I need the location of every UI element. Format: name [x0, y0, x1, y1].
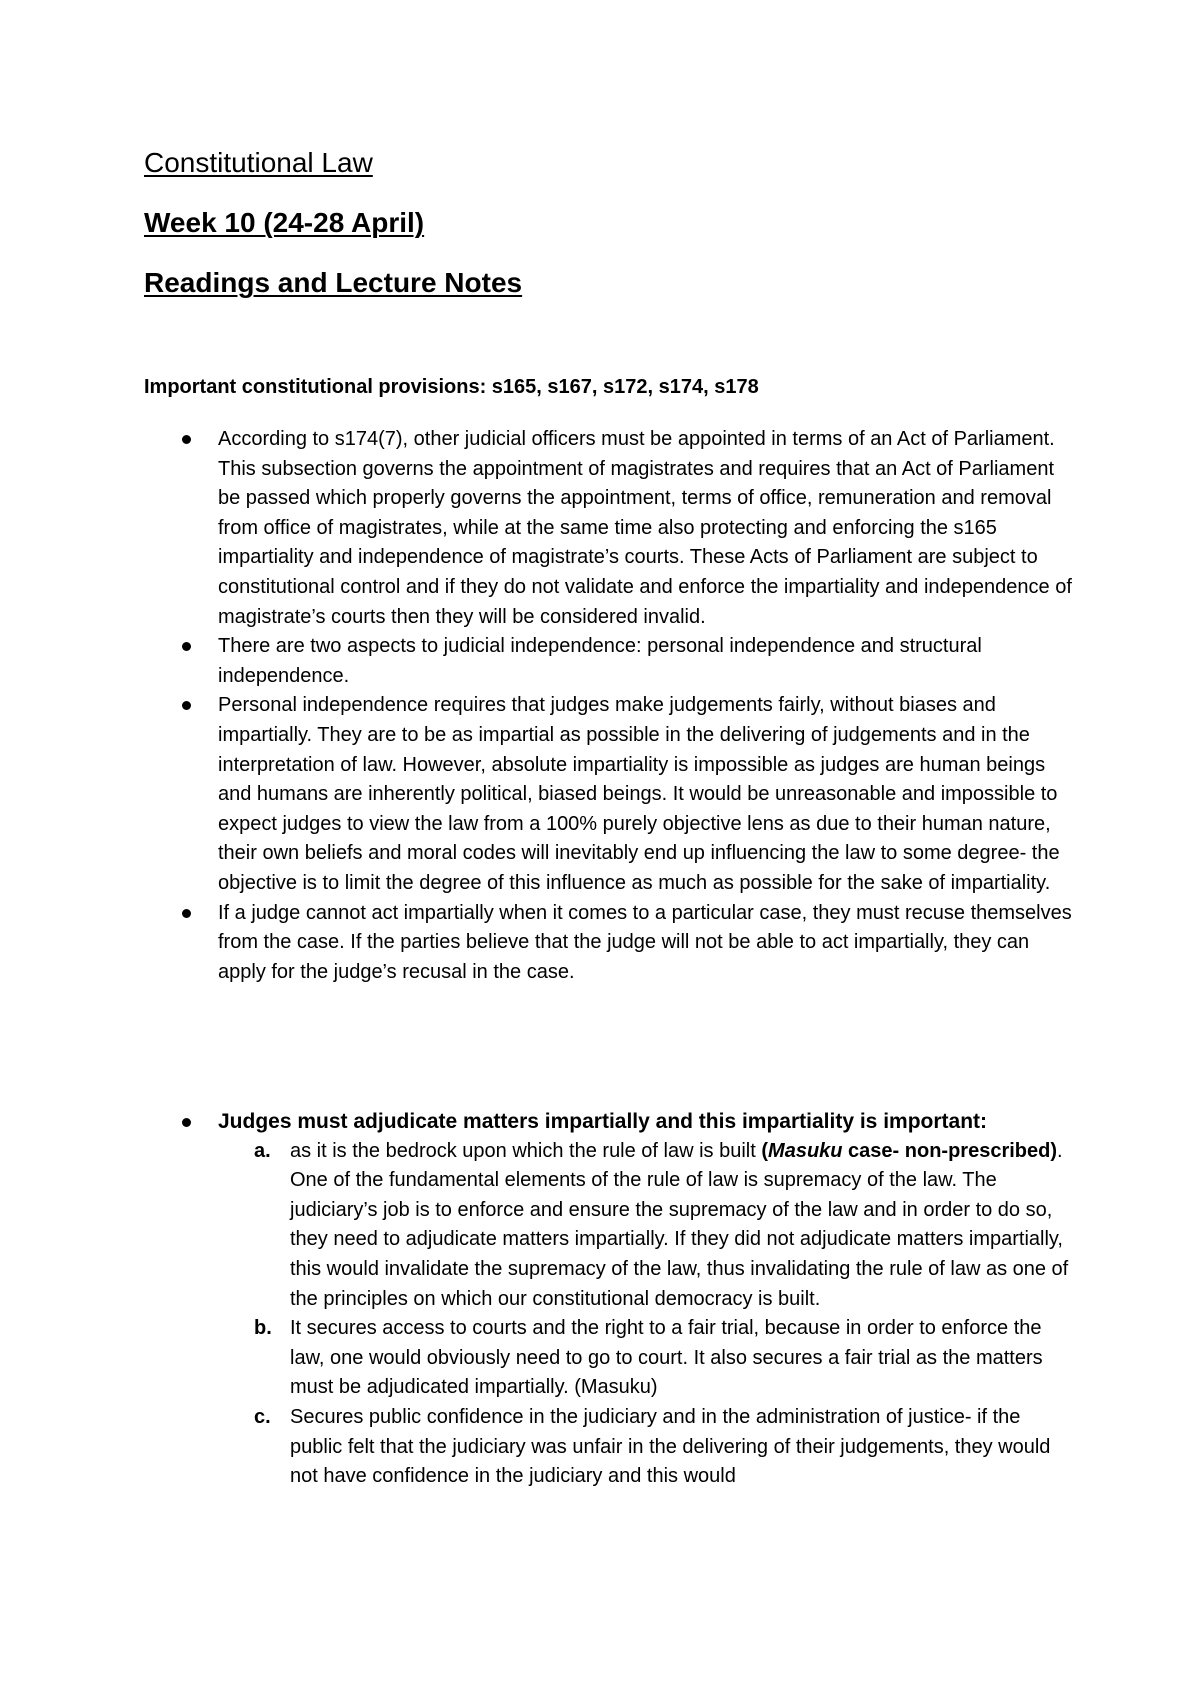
bullet-icon [182, 435, 191, 444]
impartiality-heading: Judges must adjudicate matters impartially and this impartiality is important: [218, 1110, 988, 1133]
bullet-text: There are two aspects to judicial independence: personal independence and structural independence. [218, 635, 982, 687]
impartiality-item-b [144, 1314, 1074, 1403]
bullet-text: Personal independence requires that judges make judgements fairly, without biases and impartially. They are to be as impartial as possible in the delivering of judgements and in the interpretation of law. However, absolute impartiality is impossible as judges are human beings and humans are inherently political, biased beings. It would be unreasonable and impossible to expect judges to view the law from a 100% purely objective lens as due to their human nature, their own beliefs and moral codes will inevitably end up influencing the law to some degree- the objective is to limit the degree of this influence as much as possible for the sake of impartiality. [218, 694, 1060, 894]
subtitle-heading: Readings and Lecture Notes [144, 267, 523, 298]
impartiality-list [144, 1137, 1074, 1492]
document-title: Constitutional Law [144, 147, 373, 178]
list-marker: c. [254, 1405, 271, 1428]
impartiality-item-a [144, 1137, 1074, 1315]
bullet-icon [182, 1118, 191, 1127]
bullet-item [144, 899, 1074, 988]
item-text: as it is the bedrock upon which the rule of law is built [290, 1139, 762, 1162]
bullet-list [144, 425, 1074, 987]
impartiality-item-c [144, 1403, 1074, 1492]
bullet-item [144, 691, 1074, 898]
item-text: . One of the fundamental elements of the rule of law is supremacy of the law. The judiciary’s job is to enforce and ensure the supremacy of the law and in order to do so, they need to adjudicate matters impartially. If they did not adjudicate matters impartially, this would invalidate the supremacy of the law, thus invalidating the rule of law as one of the principles on which our constitutional democracy is built. [290, 1139, 1069, 1310]
citation-open: ( [761, 1139, 769, 1162]
bullet-item [144, 632, 1074, 691]
impartiality-section [144, 1107, 1074, 1492]
bullet-text: According to s174(7), other judicial officers must be appointed in terms of an Act of Parliament. This subsection governs the appointment of magistrates and requires that an Act of Parliament be passed which properly governs the appointment, terms of office, remuneration and removal from office of magistrates, while at the same time also protecting and enforcing the s165 impartiality and independence of magistrate’s courts. These Acts of Parliament are subject to constitutional control and if they do not validate and enforce the impartiality and independence of magistrate’s courts then they will be considered invalid. [218, 428, 1072, 628]
case-name: Masuku [768, 1139, 843, 1162]
bullet-icon [182, 909, 191, 918]
citation-note: case- non-prescribed) [842, 1139, 1058, 1162]
list-marker: b. [254, 1317, 272, 1340]
item-text: It secures access to courts and the right to a fair trial, because in order to enforce the law, one would obviously need to go to court. It also secures a fair trial as the matters must be adjudicated impartially. (Masuku) [290, 1317, 1043, 1399]
bullet-icon [182, 701, 191, 710]
list-marker: a. [254, 1139, 271, 1162]
bullet-icon [182, 642, 191, 651]
item-text: Secures public confidence in the judiciary and in the administration of justice- if the public felt that the judiciary was unfair in the delivering of their judgements, they would not have confidence in the judiciary and this would [290, 1405, 1051, 1488]
week-heading: Week 10 (24-28 April) [144, 207, 425, 238]
bullet-item [144, 425, 1074, 632]
bullet-text: If a judge cannot act impartially when it comes to a particular case, they must recuse themselves from the case. If the parties believe that the judge will not be able to act impartially, they can apply for the judge’s recusal in the case. [218, 901, 1072, 983]
provisions-heading: Important constitutional provisions: s165, s167, s172, s174, s178 [144, 376, 759, 398]
